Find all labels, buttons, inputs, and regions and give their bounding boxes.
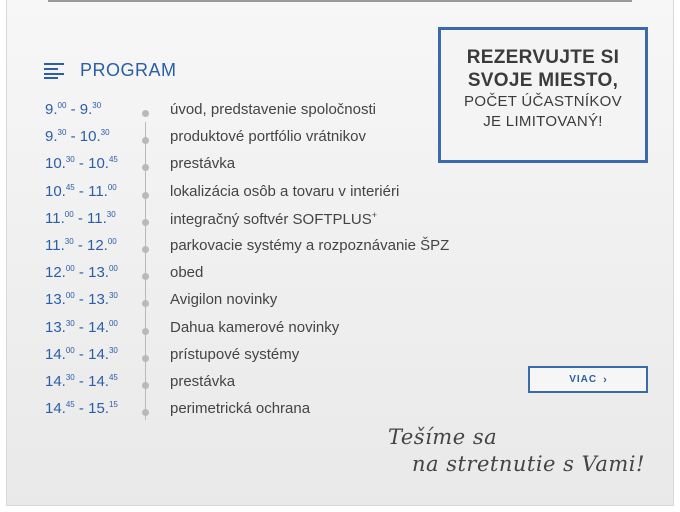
schedule-description — [170, 237, 449, 254]
time-hours: 11. — [87, 209, 107, 227]
schedule-description — [170, 264, 203, 281]
timeline-dot — [142, 355, 149, 362]
schedule-time: 11.00 - 11.30 — [45, 209, 116, 227]
time-hours: 10. — [45, 182, 66, 200]
reserve-line-4: JE LIMITOVANÝ! — [483, 113, 603, 130]
schedule-time: 9.00 - 9.30 — [45, 101, 102, 118]
timeline-dot — [142, 164, 149, 171]
time-minutes: 45 — [108, 155, 118, 165]
time-hours: 13. — [45, 291, 66, 309]
time-minutes: 00 — [107, 237, 117, 246]
schedule-row — [0, 178, 520, 205]
time-minutes: 30 — [65, 318, 75, 328]
timeline-dot — [142, 382, 149, 389]
time-minutes: 00 — [108, 318, 118, 328]
schedule-time: 9.30 - 10.30 — [45, 128, 110, 146]
time-hours: 14. — [45, 400, 66, 418]
time-minutes: 00 — [108, 264, 118, 274]
timeline-dot — [142, 219, 149, 226]
description-text: parkovacie systémy a rozpoznávanie ŠPZ — [170, 237, 450, 254]
closing-line-2: na stretnutie s Vami! — [412, 452, 645, 476]
time-minutes: 00 — [65, 264, 75, 274]
time-minutes: 30 — [108, 291, 118, 301]
timeline-dot — [142, 300, 149, 307]
time-hours: 11. — [45, 237, 65, 254]
reserve-line-3: POČET ÚČASTNÍKOV — [464, 93, 622, 110]
time-minutes: 45 — [65, 400, 75, 410]
time-hours: 13. — [45, 318, 66, 336]
description-text: obed — [170, 264, 204, 282]
timeline-dot — [142, 110, 149, 117]
description-text: prestávka — [170, 373, 236, 390]
time-minutes: 30 — [92, 101, 102, 110]
time-hours: 11. — [45, 209, 65, 227]
time-hours: 12. — [45, 264, 66, 282]
time-hours: 13. — [88, 264, 109, 282]
timeline-dot — [142, 246, 149, 253]
time-minutes: 30 — [106, 209, 116, 219]
time-hours: 10. — [79, 128, 101, 146]
schedule-row — [0, 368, 520, 395]
time-hours: 13. — [88, 291, 109, 309]
time-minutes: 45 — [108, 373, 118, 382]
schedule-row — [0, 341, 520, 368]
time-hours: 14. — [88, 373, 109, 390]
timeline-dot — [142, 273, 149, 280]
reserve-line-1: REZERVUJTE SI — [466, 47, 620, 68]
schedule-description — [170, 346, 299, 363]
time-minutes: 45 — [65, 182, 75, 192]
timeline-dot — [142, 328, 149, 335]
time-hours: 11. — [88, 182, 108, 200]
time-minutes: 30 — [65, 373, 75, 382]
time-minutes: 00 — [107, 182, 117, 192]
description-text: prístupové systémy — [170, 345, 300, 363]
time-minutes: 30 — [57, 128, 67, 138]
reservation-box — [438, 27, 648, 163]
closing-line-1: Tešíme sa — [388, 425, 498, 449]
description-text: úvod, predstavenie spoločnosti — [170, 101, 376, 118]
schedule-description — [170, 210, 377, 228]
time-hours: 10. — [45, 155, 66, 173]
description-text: integračný softvér SOFTPLUS — [170, 210, 372, 228]
top-divider — [48, 0, 632, 2]
timeline-dot — [142, 409, 149, 416]
program-heading — [44, 58, 177, 82]
description-superscript: + — [371, 209, 378, 220]
time-hours: 9. — [79, 101, 93, 118]
schedule-time: 14.45 - 15.15 — [45, 400, 118, 418]
schedule-row — [0, 395, 520, 422]
chevron-right-icon: › — [603, 373, 607, 386]
time-minutes: 30 — [108, 345, 118, 355]
schedule-time: 14.30 - 14.45 — [45, 373, 118, 390]
schedule-row — [0, 232, 520, 259]
schedule-description — [170, 155, 235, 172]
time-minutes: 00 — [57, 101, 67, 110]
time-minutes: 15 — [108, 400, 118, 410]
schedule-time: 12.00 - 13.00 — [45, 264, 118, 282]
time-minutes: 30 — [65, 155, 75, 165]
schedule-row — [0, 205, 520, 232]
schedule-description — [170, 373, 235, 390]
reserve-line-2: SVOJE MIESTO, — [467, 70, 619, 91]
time-minutes: 30 — [100, 128, 110, 138]
schedule-description — [170, 128, 366, 145]
time-hours: 9. — [45, 101, 58, 118]
schedule-description — [170, 319, 339, 336]
time-hours: 12. — [87, 237, 108, 254]
time-hours: 15. — [88, 400, 109, 418]
schedule-row — [0, 286, 520, 313]
schedule-time: 13.00 - 13.30 — [45, 291, 118, 309]
time-minutes: 00 — [64, 209, 74, 219]
schedule-time: 10.30 - 10.45 — [45, 155, 118, 173]
time-hours: 14. — [45, 373, 66, 390]
timeline-dot — [142, 192, 149, 199]
more-button-label: VIAC — [569, 374, 598, 385]
schedule-row — [0, 314, 520, 341]
description-text: lokalizácia osôb a tovaru v interiéri — [170, 182, 400, 200]
description-text: Avigilon novinky — [170, 291, 278, 309]
description-text: Dahua kamerové novinky — [170, 318, 340, 336]
time-hours: 14. — [45, 345, 66, 363]
schedule-time: 10.45 - 11.00 — [45, 182, 117, 200]
description-text: perimetrická ochrana — [170, 400, 311, 418]
description-text: prestávka — [170, 155, 236, 173]
schedule-time: 14.00 - 14.30 — [45, 345, 118, 363]
program-title: PROGRAM — [80, 59, 177, 80]
schedule-description — [170, 400, 310, 417]
time-hours: 14. — [88, 345, 109, 363]
schedule-description — [170, 101, 376, 118]
time-minutes: 00 — [65, 345, 75, 355]
schedule-description — [170, 291, 277, 308]
schedule-description — [170, 183, 399, 200]
timeline-dot — [142, 137, 149, 144]
time-hours: 9. — [45, 128, 58, 146]
time-hours: 10. — [88, 155, 109, 173]
more-button[interactable] — [528, 366, 648, 393]
schedule-row — [0, 259, 520, 286]
time-minutes: 00 — [65, 291, 75, 301]
description-text: produktové portfólio vrátnikov — [170, 128, 366, 146]
list-icon — [44, 62, 64, 78]
schedule-time: 13.30 - 14.00 — [45, 318, 118, 336]
schedule-time: 11.30 - 12.00 — [45, 237, 117, 254]
time-hours: 14. — [88, 318, 109, 336]
time-minutes: 30 — [64, 237, 74, 246]
